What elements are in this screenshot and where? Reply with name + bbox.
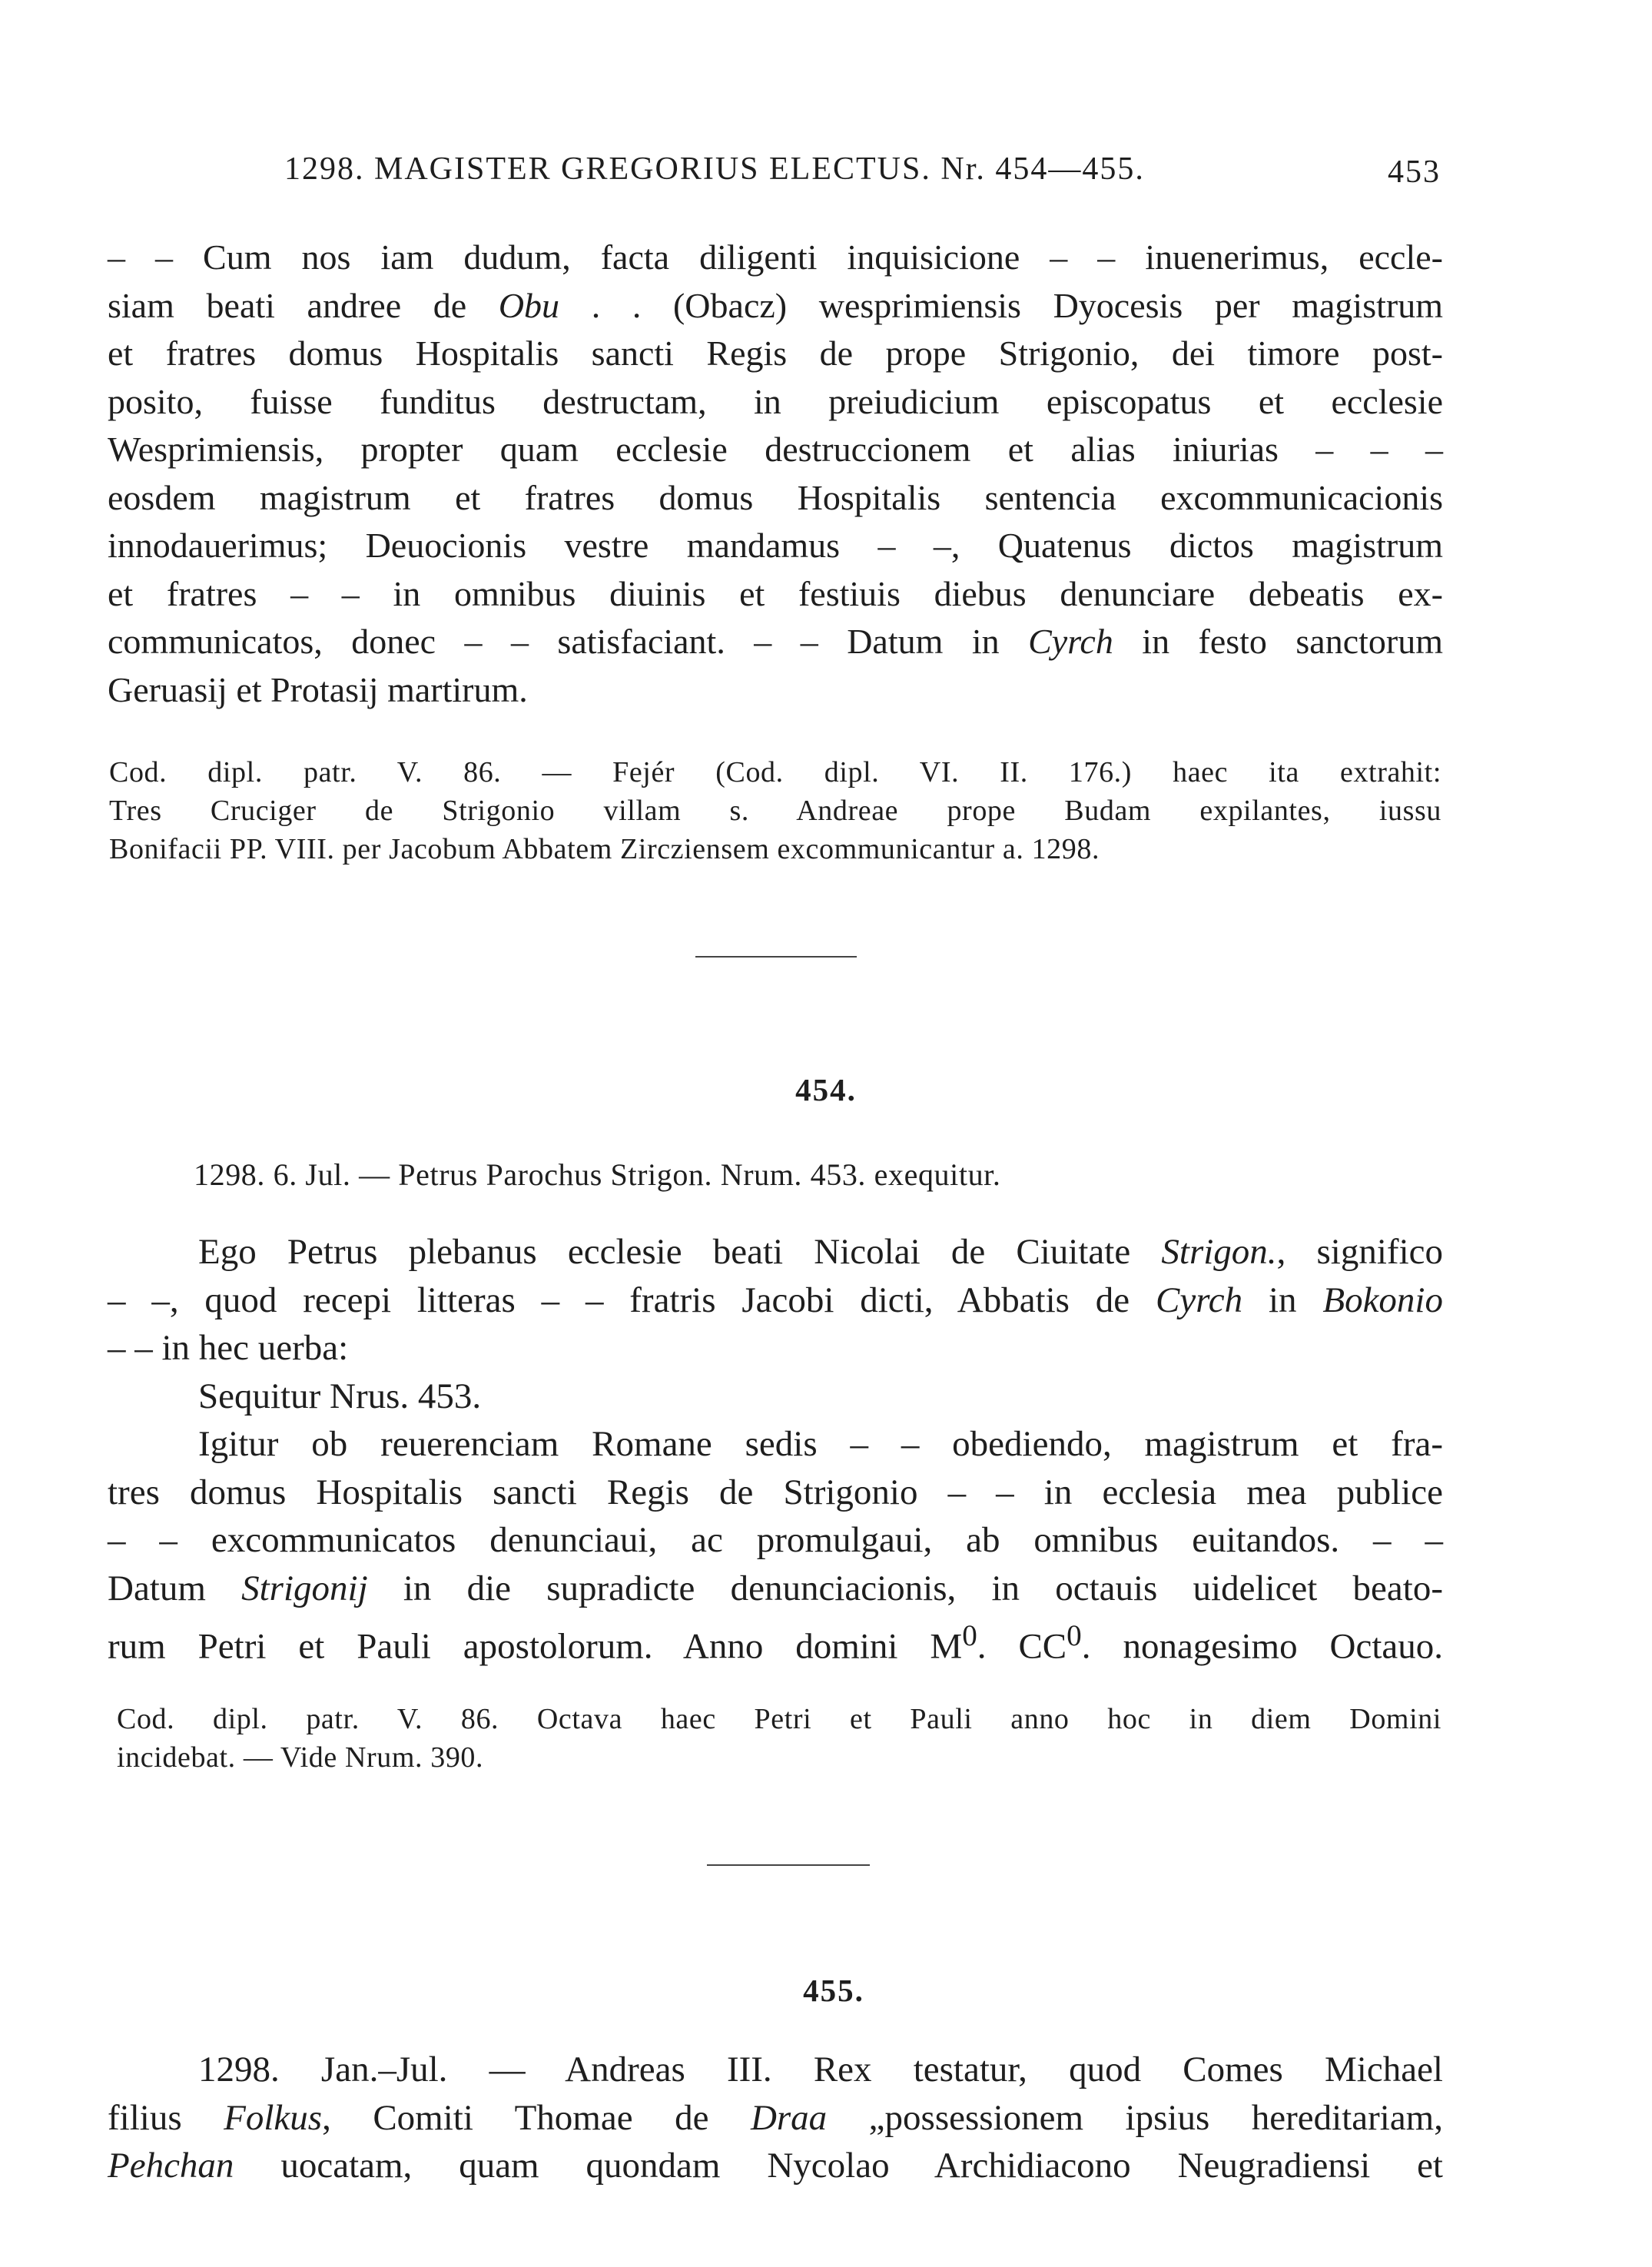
text-line: posito, fuisse funditus destructam, in preiudicium episcopatus et ecclesie: [108, 381, 1443, 421]
note-line: incidebat. — Vide Nrum. 390.: [117, 1741, 484, 1774]
person-name: Folkus: [224, 2097, 323, 2138]
doc454-summary: [194, 1156, 1269, 1194]
text-line: filius Folkus, Comiti Thomae de Draa „possessionem ipsius hereditariam,: [108, 2097, 1443, 2138]
text-line: siam beati andree de Obu . . (Obacz) wesprimiensis Dyocesis per magistrum: [108, 285, 1443, 325]
place-name: Pehchan: [108, 2146, 234, 2186]
text-line: eosdem magistrum et fratres domus Hospitalis sentencia excommunicacionis: [108, 477, 1443, 517]
place-name: Strigonij: [241, 1568, 368, 1608]
text-line: – – Cum nos iam dudum, facta diligenti inquisicione – – inuenerimus, eccle-: [108, 237, 1443, 277]
document-number: 455.: [803, 1973, 864, 2008]
text-line: Wesprimiensis, propter quam ecclesie destruccionem et alias iniurias – – –: [108, 430, 1443, 469]
page-number: 453: [1388, 154, 1441, 190]
text-line: 1298. Jan.–Jul. — Andreas III. Rex testatur, quod Comes Michael: [198, 2050, 1443, 2089]
text-line: Sequitur Nrus. 453.: [198, 1376, 482, 1416]
text-line: communicatos, donec – – satisfaciant. – – Datum in Cyrch in festo sanctorum: [108, 622, 1444, 661]
place-name: Bokonio: [1322, 1280, 1443, 1320]
section-divider: [695, 956, 857, 958]
document-number: 454.: [795, 1072, 857, 1107]
superscript: 0: [1067, 1619, 1082, 1652]
text-line: innodauerimus; Deuocionis vestre mandamus – –, Quatenus dictos magistrum: [108, 526, 1443, 565]
doc453-note: [109, 753, 1441, 868]
note-line: Cod. dipl. patr. V. 86. — Fejér (Cod. dipl. VI. II. 176.) haec ita extrahit:: [109, 756, 1441, 788]
text-line: – –, quod recepi litteras – – fratris Jacobi dicti, Abbatis de Cyrch in Bokonio: [108, 1280, 1443, 1320]
page-header: [284, 151, 1441, 194]
summary-line: 1298. 6. Jul. — Petrus Parochus Strigon. Nrum. 453. exequitur.: [194, 1157, 1001, 1192]
text-line: Pehchan uocatam, quam quondam Nycolao Archidiacono Neugradiensi et: [108, 2146, 1443, 2186]
place-name: Cyrch: [1156, 1280, 1243, 1320]
superscript: 0: [962, 1619, 977, 1652]
text-line: Igitur ob reuerenciam Romane sedis – – obediendo, magistrum et fra-: [198, 1424, 1443, 1464]
place-name: Draa: [750, 2097, 828, 2138]
doc455-text: [108, 2046, 1443, 2190]
text-line: rum Petri et Pauli apostolorum. Anno domini $M^0$. $CC^0$. nonagesimo Octauo.: [108, 1619, 1443, 1667]
text-line: Datum Strigonij in die supradicte denunciacionis, in octauis uidelicet beato-: [108, 1568, 1443, 1608]
place-name: Strigon.: [1161, 1232, 1277, 1272]
note-line: Cod. dipl. patr. V. 86. Octava haec Petri et Pauli anno hoc in diem Domini: [117, 1703, 1441, 1735]
place-name: Obu: [498, 285, 560, 325]
text-line: tres domus Hospitalis sancti Regis de Strigonio – – in ecclesia mea publice: [108, 1472, 1443, 1512]
running-title: 1298. MAGISTER GREGORIUS ELECTUS. Nr. 454—455.: [284, 151, 1145, 187]
text-line: Ego Petrus plebanus ecclesie beati Nicolai de Ciuitate Strigon., significo: [198, 1232, 1443, 1272]
note-line: Bonifacii PP. VIII. per Jacobum Abbatem Zircziensem excommunicantur a. 1298.: [109, 833, 1100, 865]
text-line: – – in hec uerba:: [108, 1328, 349, 1368]
doc453-text: [108, 234, 1443, 714]
place-name: Cyrch: [1028, 622, 1113, 661]
text-line: Geruasij et Protasij martirum.: [108, 669, 528, 709]
text-line: – – excommunicatos denunciaui, ac promulgaui, ab omnibus euitandos. – –: [108, 1520, 1443, 1560]
doc454-note: [117, 1700, 1441, 1777]
text-line: et fratres domus Hospitalis sancti Regis de prope Strigonio, dei timore post-: [108, 334, 1443, 373]
doc454-text: [108, 1228, 1443, 1671]
section-divider: [707, 1864, 870, 1866]
note-line: Tres Cruciger de Strigonio villam s. Andreae prope Budam expilantes, iussu: [109, 795, 1441, 827]
text-line: et fratres – – in omnibus diuinis et festiuis diebus denunciare debeatis ex-: [108, 573, 1443, 613]
